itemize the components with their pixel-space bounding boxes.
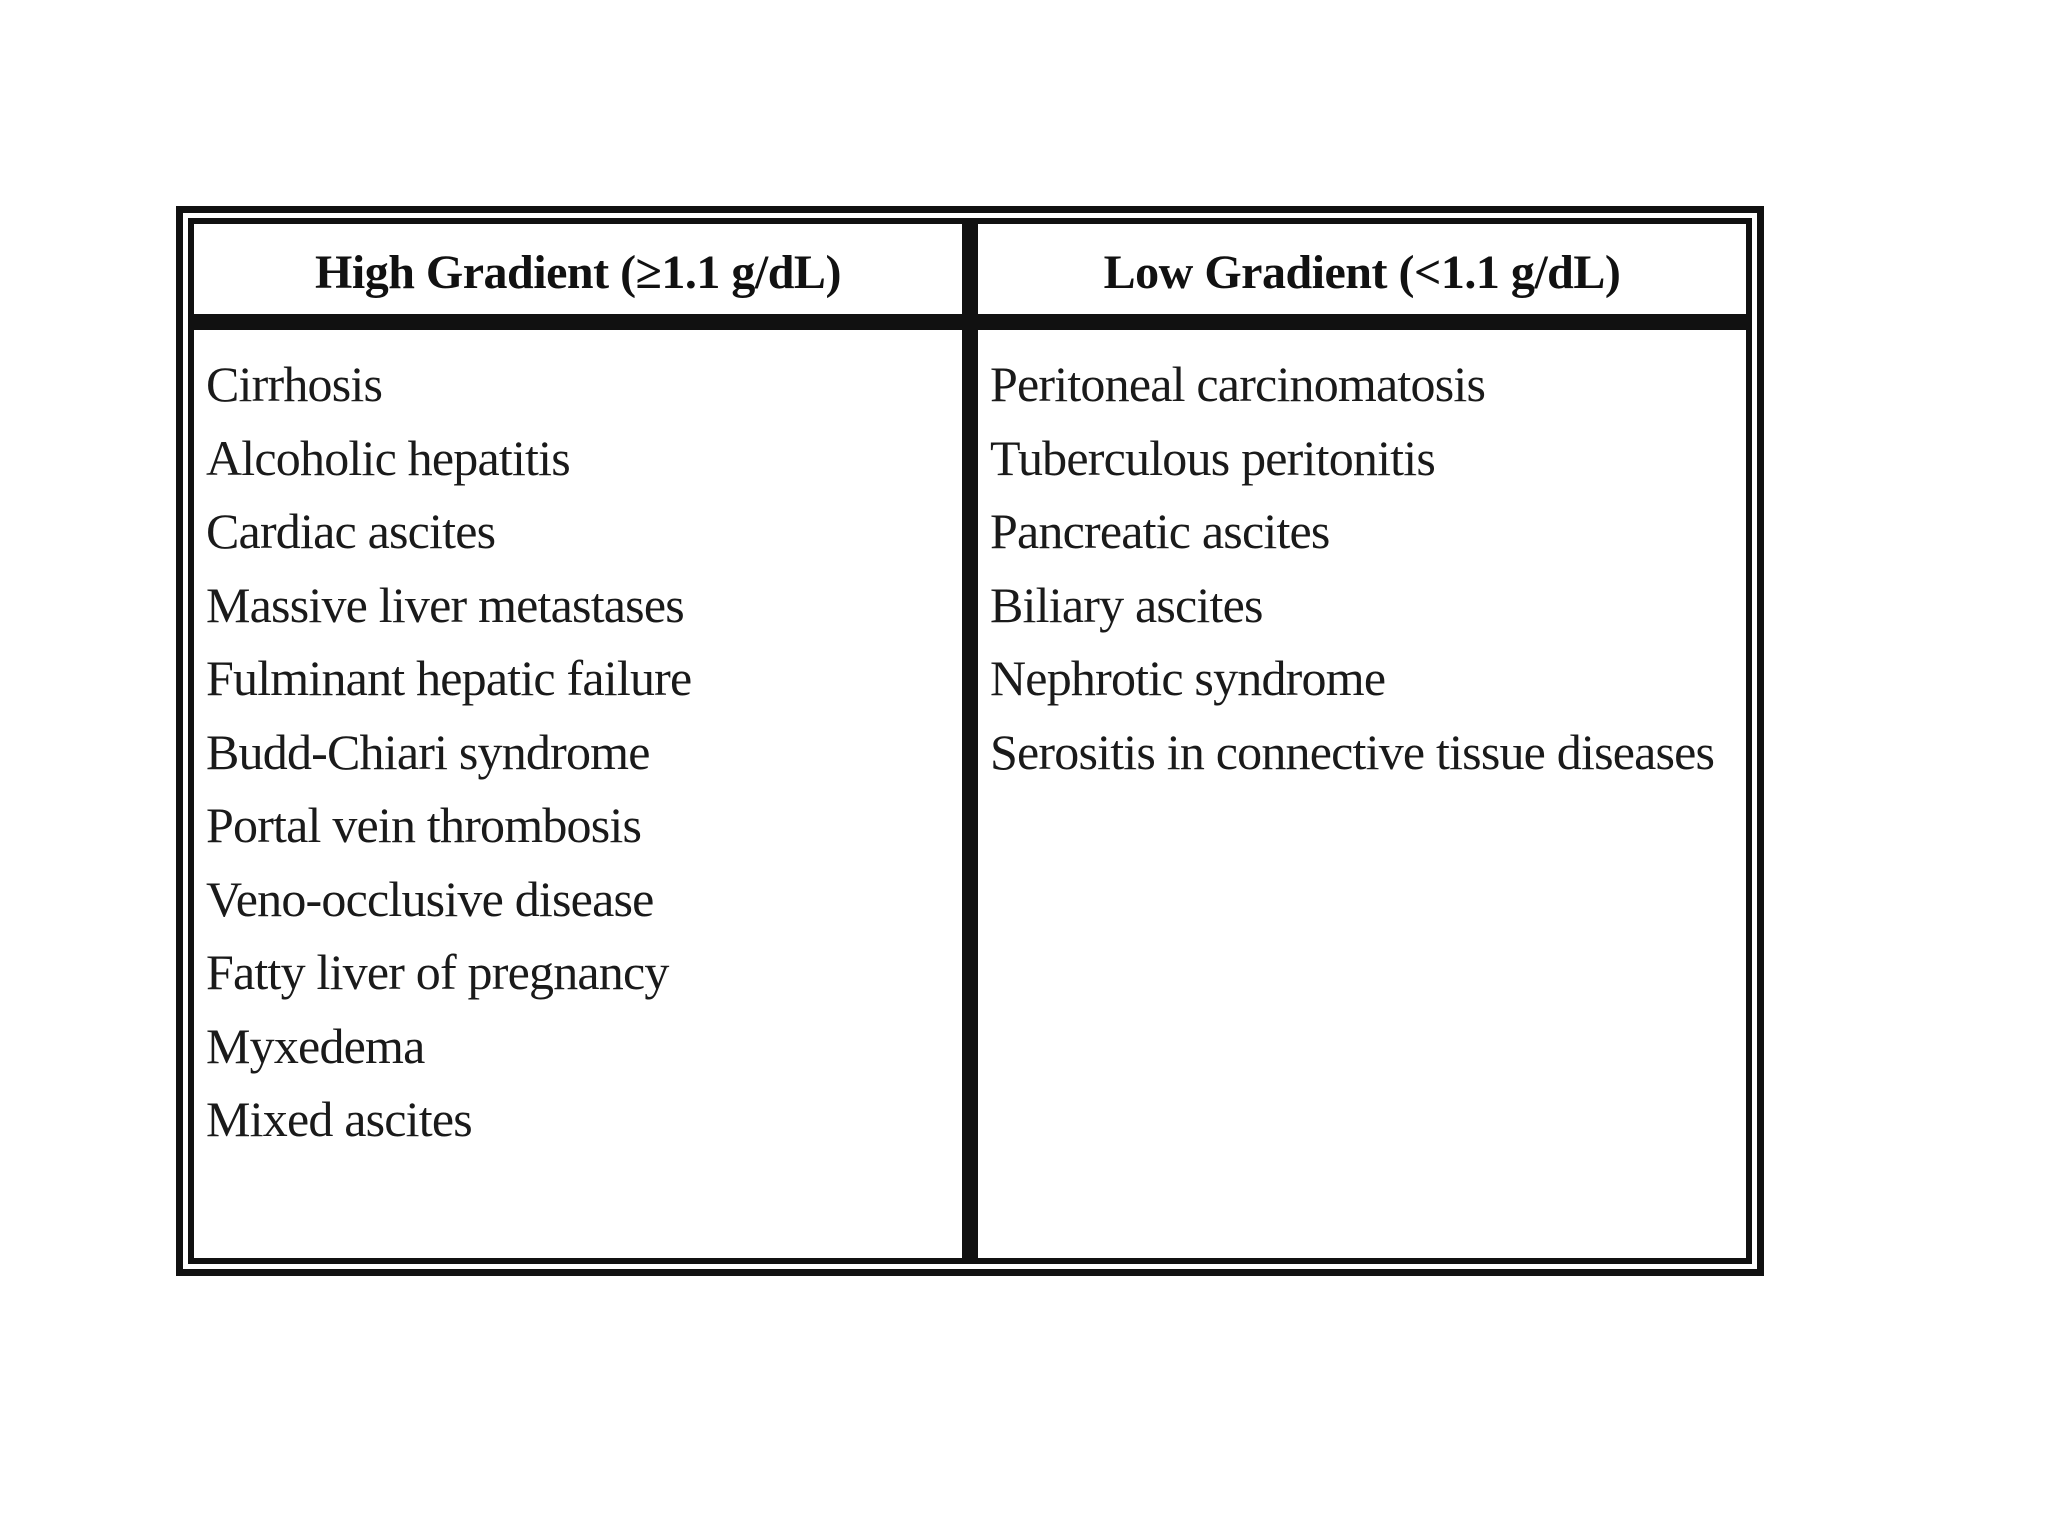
body-cell-high-gradient <box>194 330 962 1258</box>
list-item: Biliary ascites <box>990 576 1263 633</box>
list-item: Massive liver metastases <box>206 576 684 633</box>
header-low-gradient: Low Gradient (<1.1 g/dL) <box>1103 245 1621 299</box>
list-item: Fulminant hepatic failure <box>206 650 692 706</box>
list-item: Portal vein thrombosis <box>206 797 642 853</box>
list-item: Fatty liver of pregnancy <box>206 944 669 1000</box>
list-item: Serositis in connective tissue diseases <box>990 723 1715 780</box>
body-cell-low-gradient <box>978 330 1746 1258</box>
high-gradient-list <box>194 330 962 1157</box>
list-item: Cardiac ascites <box>206 503 496 559</box>
header-cell-high-gradient <box>194 224 962 314</box>
list-item: Peritoneal carcinomatosis <box>990 356 1486 412</box>
list-item: Myxedema <box>206 1017 425 1074</box>
header-high-gradient: High Gradient (≥1.1 g/dL) <box>315 245 841 299</box>
list-item: Tuberculous peritonitis <box>990 429 1436 486</box>
header-cell-low-gradient <box>978 224 1746 314</box>
list-item: Pancreatic ascites <box>990 503 1330 559</box>
list-item: Alcoholic hepatitis <box>206 429 570 486</box>
ascites-gradient-table <box>176 206 1764 1276</box>
list-item: Cirrhosis <box>206 356 383 412</box>
low-gradient-list <box>978 330 1746 789</box>
list-item: Nephrotic syndrome <box>990 650 1386 706</box>
list-item: Mixed ascites <box>206 1091 472 1147</box>
list-item: Veno-occlusive disease <box>206 870 654 927</box>
list-item: Budd-Chiari syndrome <box>206 723 650 780</box>
